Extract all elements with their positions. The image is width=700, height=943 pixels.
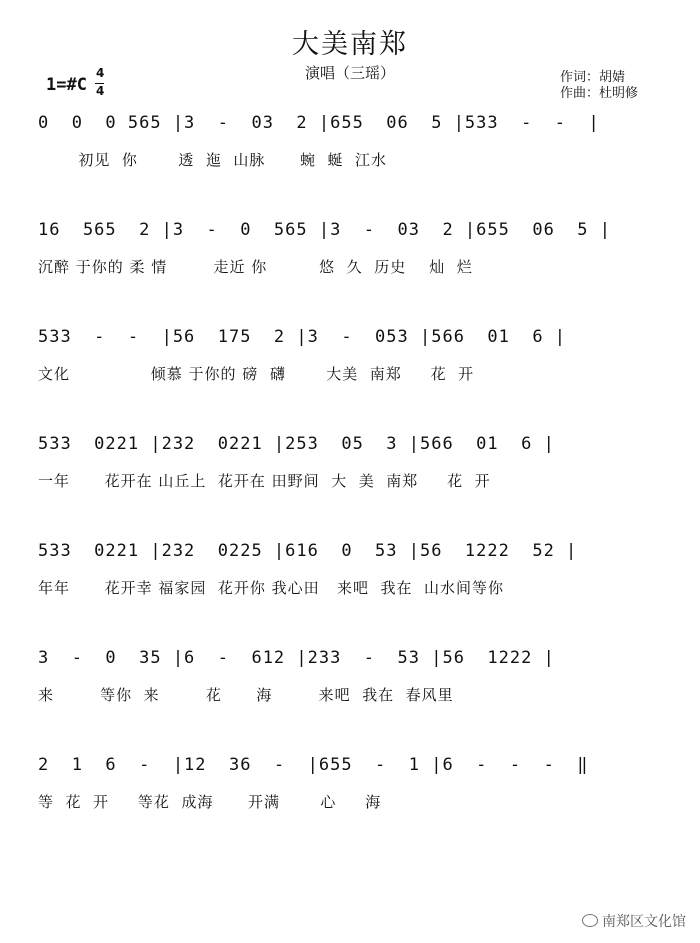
singer-line: 演唱（三瑶） — [304, 64, 395, 82]
notation-line: 2 1 6 - |12 36 - |655 - 1 |6 - - - ‖ — [38, 755, 589, 775]
lyrics-line: 来 等你 来 花 海 来吧 我在 春风里 — [38, 686, 454, 704]
lyrics-line: 一年 花开在 山丘上 花开在 田野间 大 美 南郑 花 开 — [38, 472, 491, 490]
notation-line: 533 0221 |232 0225 |616 0 53 |56 1222 52 | — [38, 541, 578, 561]
notation-line: 533 - - |56 175 2 |3 - 053 |566 01 6 | — [38, 327, 567, 347]
score-system-5 — [0, 541, 700, 631]
time-signature-bottom: 4 — [96, 84, 105, 98]
notation-line: 16 565 2 |3 - 0 565 |3 - 03 2 |655 06 5 | — [38, 220, 611, 240]
time-signature-top: 4 — [96, 66, 105, 80]
lyrics-line: 沉醉 于你的 柔 情 走近 你 悠 久 历史 灿 烂 — [38, 258, 473, 276]
score-system-7 — [0, 755, 700, 845]
lyricist-credit: 作词：胡婧 — [560, 70, 626, 85]
score-system-3 — [0, 327, 700, 417]
key-signature: 1=#C — [46, 75, 87, 95]
score-system-4 — [0, 434, 700, 524]
score-system-6 — [0, 648, 700, 738]
notation-line: 3 - 0 35 |6 - 612 |233 - 53 |56 1222 | — [38, 648, 555, 668]
wechat-icon — [582, 914, 598, 927]
notation-line: 0 0 0 565 |3 - 03 2 |655 06 5 |533 - - | — [38, 113, 600, 133]
notation-line: 533 0221 |232 0221 |253 05 3 |566 01 6 | — [38, 434, 555, 454]
watermark-text: 南郑区文化馆 — [602, 914, 686, 930]
watermark — [582, 911, 686, 931]
score-system-2 — [0, 220, 700, 310]
lyrics-line: 年年 花开幸 福家园 花开你 我心田 来吧 我在 山水间等你 — [38, 579, 505, 597]
score-system-1 — [0, 113, 700, 203]
composer-credit: 作曲：杜明修 — [560, 86, 639, 101]
lyrics-line: 等 花 开 等花 成海 开满 心 海 — [38, 793, 382, 811]
lyrics-line: 文化 倾慕 于你的 磅 礴 大美 南郑 花 开 — [38, 365, 475, 383]
page-title: 大美南郑 — [292, 29, 408, 60]
lyrics-line: 初见 你 透 迤 山脉 蜿 蜒 江水 — [38, 151, 388, 169]
